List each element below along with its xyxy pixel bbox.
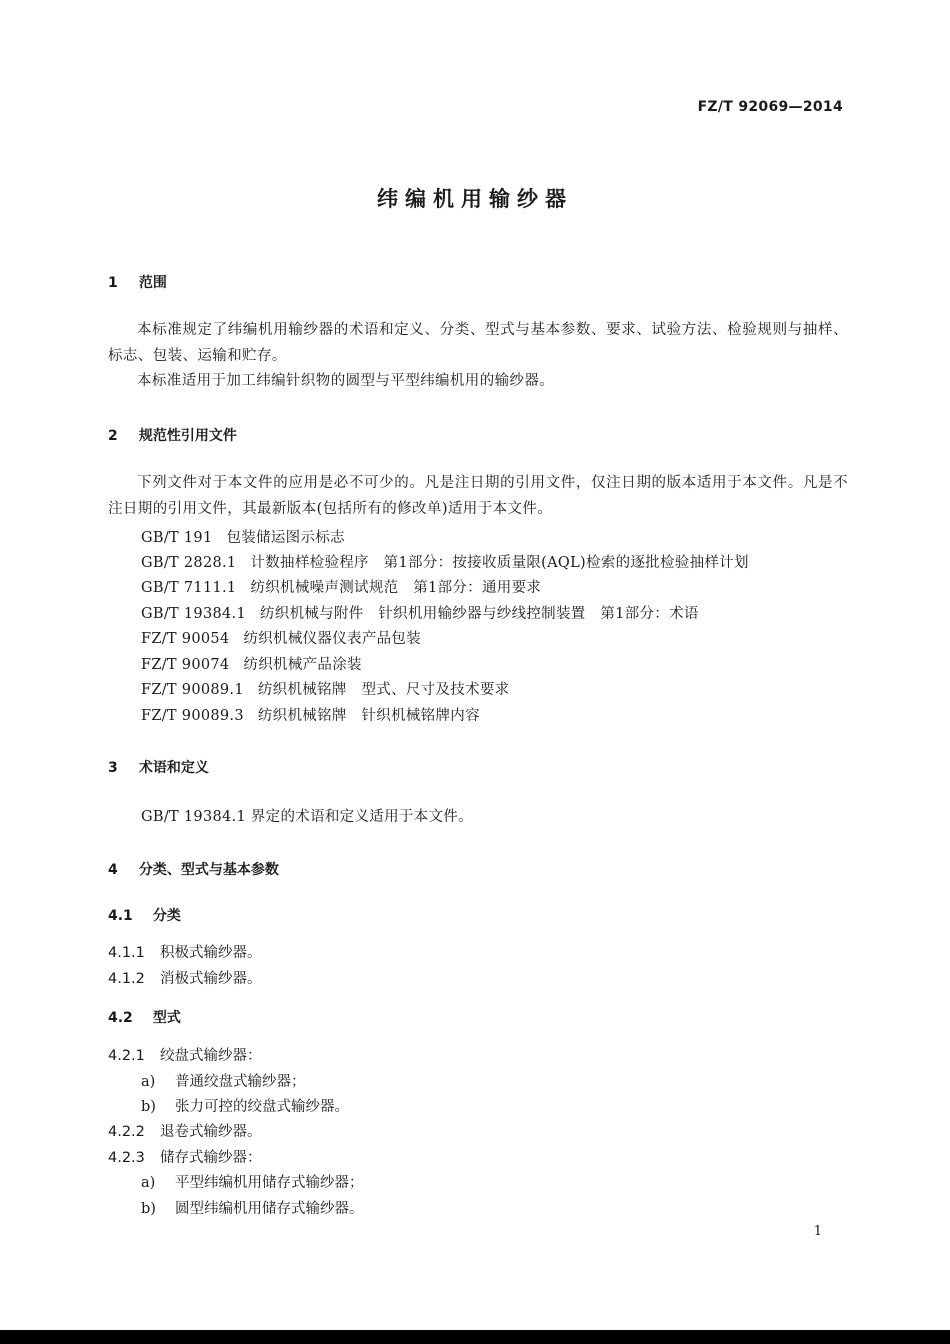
list-item [141,1095,349,1116]
clause-4-2-2 [108,1120,262,1141]
list-item [141,1197,364,1218]
section-3-heading [108,757,848,777]
list-label: b) [141,1099,156,1115]
standard-code: FZ/T 92069—2014 [697,99,843,115]
reference-item [141,526,345,547]
document-title: 纬编机用输纱器 [377,187,573,211]
section-4-heading [108,859,848,879]
reference-code: GB/T 2828.1 [141,555,237,571]
reference-item [141,627,421,648]
clause-4-1-2 [108,967,262,988]
section-title: 术语和定义 [138,760,209,776]
clause-text: 积极式输纱器。 [160,945,262,961]
clause-4-2-3 [108,1146,262,1167]
reference-title: 计数抽样检验程序 第1部分：按接收质量限(AQL)检索的逐批检验抽样计划 [250,555,749,571]
section-title: 型式 [152,1010,181,1026]
reference-code: FZ/T 90089.3 [141,708,244,724]
clause-number: 4.2.3 [108,1150,145,1166]
clause-number: 4.1.1 [108,945,145,961]
list-item [141,1171,364,1192]
section-number: 4.1 [108,908,133,924]
reference-item [141,704,480,725]
reference-item [141,551,749,572]
reference-title: 纺织机械与附件 针织机用输纱器与纱线控制装置 第1部分：术语 [259,606,699,622]
reference-title: 纺织机械铭牌 型式、尺寸及技术要求 [257,682,510,698]
section-number: 1 [108,275,118,291]
section-title: 规范性引用文件 [138,428,237,444]
list-text: 张力可控的绞盘式输纱器。 [175,1099,349,1115]
reference-title: 纺织机械产品涂装 [243,657,362,673]
reference-item [141,576,541,597]
clause-number: 4.1.2 [108,971,145,987]
list-text: 圆型纬编机用储存式输纱器。 [175,1201,364,1217]
reference-title: 纺织机械铭牌 针织机械铭牌内容 [257,708,480,724]
clause-text: 退卷式输纱器。 [160,1124,262,1140]
reference-title: 纺织机械噪声测试规范 第1部分：通用要求 [250,580,542,596]
reference-code: FZ/T 90054 [141,631,230,647]
clause-number: 4.2.1 [108,1048,145,1064]
section-2-heading [108,425,848,445]
clause-4-1-1 [108,941,262,962]
section-4-2-heading [108,1007,848,1027]
reference-title: 纺织机械仪器仪表产品包装 [243,631,422,647]
reference-title: 包装储运图示标志 [226,530,345,546]
section-title: 分类、型式与基本参数 [138,862,279,878]
section-1-heading [108,272,848,292]
section-3-text: GB/T 19384.1 界定的术语和定义适用于本文件。 [141,809,473,825]
reference-code: FZ/T 90074 [141,657,230,673]
clause-4-2-1 [108,1044,262,1065]
reference-item [141,678,509,699]
section-1-para-2: 本标准适用于加工纬编针织物的圆型与平型纬编机用的输纱器。 [137,373,555,389]
reference-item [141,602,699,623]
section-title: 范围 [138,275,167,291]
section-1-para-1: 本标准规定了纬编机用输纱器的术语和定义、分类、型式与基本参数、要求、试验方法、检验规则与抽样、标志、包装、运输和贮存。 [108,322,848,364]
reference-code: GB/T 19384.1 [141,606,246,622]
list-text: 平型纬编机用储存式输纱器； [175,1175,364,1191]
page-number: 1 [813,1224,822,1239]
reference-item [141,653,362,674]
section-number: 4 [108,862,118,878]
scan-edge-bar [0,1330,950,1344]
section-2-intro: 下列文件对于本文件的应用是必不可少的。凡是注日期的引用文件，仅注日期的版本适用于本文件。凡是不注日期的引用文件，其最新版本(包括所有的修改单)适用于本文件。 [108,475,848,517]
section-number: 4.2 [108,1010,133,1026]
list-label: a) [141,1175,156,1191]
reference-code: FZ/T 90089.1 [141,682,244,698]
clause-number: 4.2.2 [108,1124,145,1140]
list-label: a) [141,1074,156,1090]
section-4-1-heading [108,905,848,925]
section-number: 3 [108,760,118,776]
section-title: 分类 [152,908,181,924]
list-item [141,1070,306,1091]
reference-code: GB/T 191 [141,530,213,546]
clause-text: 消极式输纱器。 [160,971,262,987]
clause-text: 绞盘式输纱器： [160,1048,262,1064]
list-label: b) [141,1201,156,1217]
clause-text: 储存式输纱器： [160,1150,262,1166]
section-number: 2 [108,428,118,444]
list-text: 普通绞盘式输纱器； [175,1074,306,1090]
reference-code: GB/T 7111.1 [141,580,237,596]
